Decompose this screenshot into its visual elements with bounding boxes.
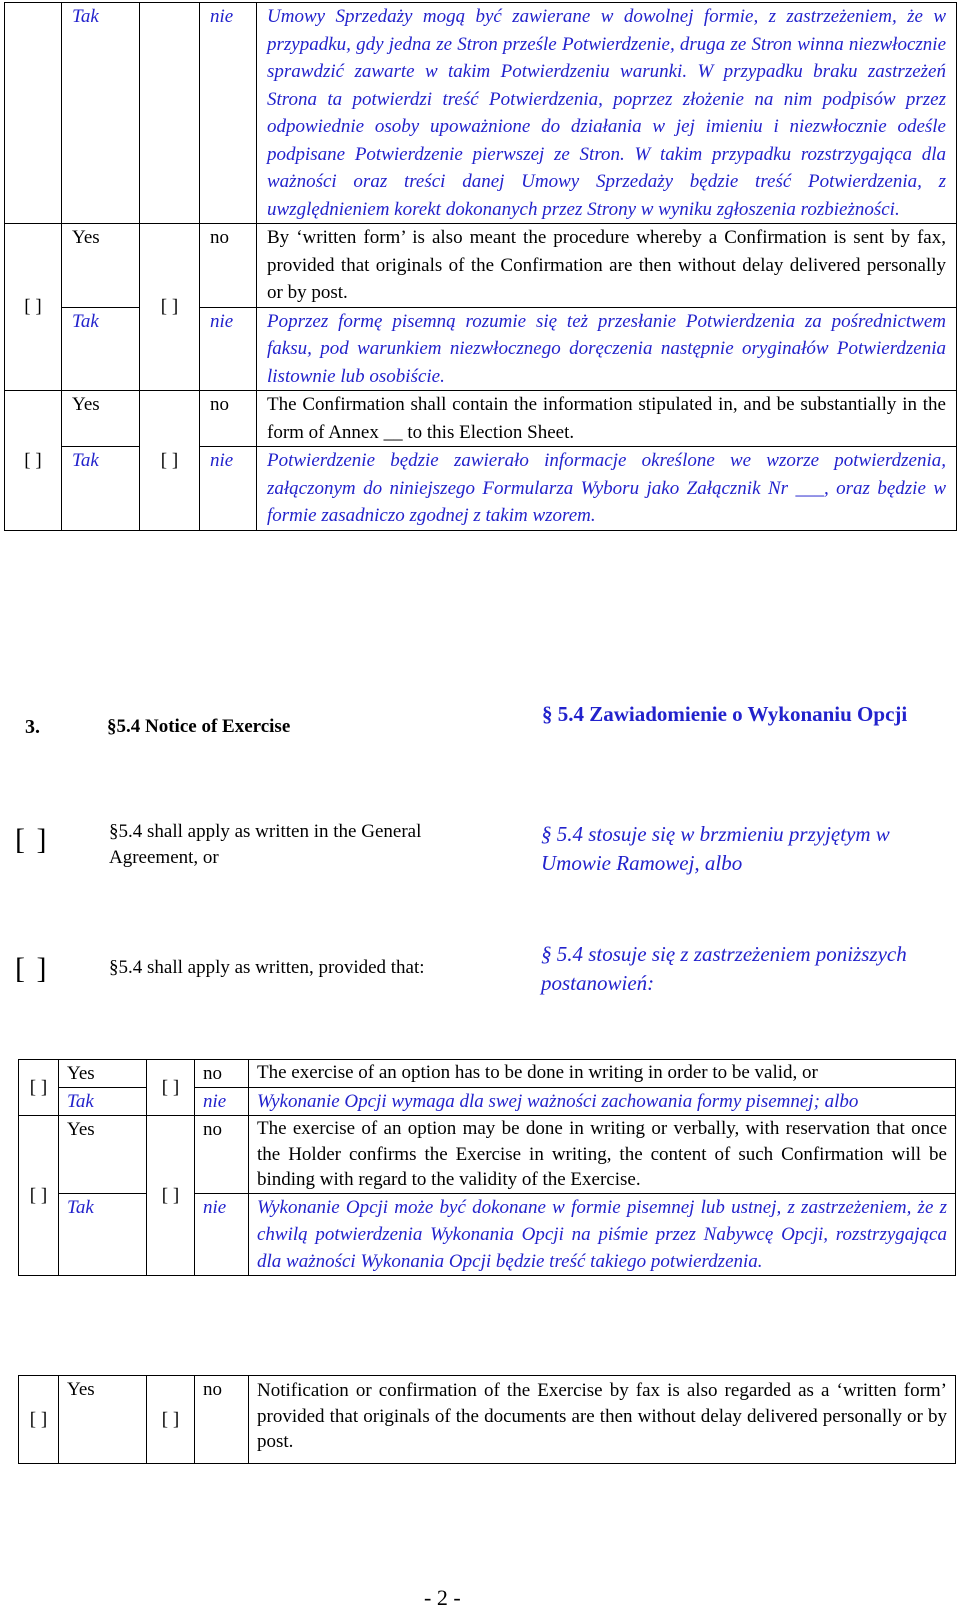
checkbox[interactable]: [ ]: [147, 1060, 195, 1116]
checkbox[interactable]: [ ]: [140, 224, 200, 391]
yes-label: Yes: [62, 224, 140, 308]
no-label: no: [195, 1376, 249, 1464]
section-title-pl: § 5.4 Zawiadomienie o Wykonaniu Opcji: [542, 702, 908, 726]
clause-text-pl: Poprzez formę pisemną rozumie się też przesłanie Potwierdzenia za pośrednictwem faksu, pod warunkiem niezwłocznego doręczenia następnie oryginałów Potwierdzenia listownie lub osobiście.: [257, 307, 957, 391]
section-number: 3.: [25, 716, 40, 738]
yes-label: Yes: [59, 1376, 147, 1464]
option-text-en: §5.4 shall apply as written in the General Agreement, or: [109, 821, 422, 868]
no-label: no: [195, 1060, 249, 1088]
nie-label: nie: [195, 1193, 249, 1275]
tak-label: Tak: [62, 3, 140, 224]
table-row: [19, 1116, 956, 1194]
clause-text-en: The exercise of an option may be done in writing or verbally, with reservation that once the Holder confirms the Exercise in writing, the content of such Confirmation will be binding with regard to the validity of the Exercise.: [249, 1116, 956, 1194]
fax-notification-table: [18, 1375, 956, 1464]
table-row: [5, 224, 957, 308]
no-label: no: [195, 1116, 249, 1194]
clause-text-pl: Potwierdzenie będzie zawierało informacje określone we wzorze potwierdzenia, załączonym do niniejszego Formularza Wyboru jako Załącznik Nr ___, oraz będzie w formie zasadniczo zgodnej z takim wzorem.: [257, 447, 957, 531]
nie-label: nie: [200, 447, 257, 531]
checkbox[interactable]: [ ]: [140, 391, 200, 531]
yes-label: Yes: [59, 1116, 147, 1194]
checkbox[interactable]: [ ]: [19, 1060, 59, 1116]
checkbox[interactable]: [ ]: [19, 1376, 59, 1464]
option-text-en: §5.4 shall apply as written, provided that:: [109, 957, 425, 978]
checkbox-cell: [5, 3, 62, 224]
no-label: no: [200, 391, 257, 447]
clause-text-pl: Wykonanie Opcji może być dokonane w formie pisemnej lub ustnej, z zastrzeżeniem, że z chwilą potwierdzenia Wykonania Opcji na piśmie przez Nabywcę Opcji, rozstrzygająca dla ważności Wykonania Opcji będzie treść takiego potwierdzenia.: [249, 1193, 956, 1275]
option-checkbox[interactable]: [ ]: [15, 823, 49, 856]
tak-label: Tak: [62, 447, 140, 531]
table-row: [19, 1376, 956, 1464]
table-row: [5, 391, 957, 447]
option-checkbox[interactable]: [ ]: [15, 952, 49, 985]
yes-label: Yes: [62, 391, 140, 447]
top-options-table: [4, 2, 957, 531]
clause-text-pl: Umowy Sprzedaży mogą być zawierane w dowolnej formie, z zastrzeżeniem, że w przypadku, gdy jedna ze Stron prześle Potwierdzenie, druga ze Stron winna niezwłocznie sprawdzić zawarte w takim Potwierdzeniu warunki. W przypadku braku zastrzeżeń Strona ta potwierdzi treść Potwierdzenia, poprzez złożenie na nim podpisów przez odpowiednie osoby upoważnione do działania w jej imieniu i niezwłocznie odeśle podpisane Potwierdzenie pierwszej ze Stron. W takim przypadku rozstrzygająca dla ważności oraz treści danej Umowy Sprzedaży będzie treść Potwierdzenia, z uwzględnieniem korekt dokonanych przez Strony w wyniku zgłoszenia rozbieżności.: [257, 3, 957, 224]
clause-text-en: By ‘written form’ is also meant the procedure whereby a Confirmation is sent by fax, provided that originals of the Confirmation are then without delay delivered personally or by post.: [257, 224, 957, 308]
clause-text-en: The Confirmation shall contain the information stipulated in, and be substantially in the form of Annex __ to this Election Sheet.: [257, 391, 957, 447]
tak-label: Tak: [59, 1088, 147, 1116]
section-title-en: §5.4 Notice of Exercise: [107, 716, 291, 737]
table-row: [19, 1060, 956, 1088]
checkbox[interactable]: [ ]: [19, 1116, 59, 1276]
nie-label: nie: [200, 3, 257, 224]
tak-label: Tak: [62, 307, 140, 391]
checkbox[interactable]: [ ]: [147, 1116, 195, 1276]
option-text-pl: § 5.4 stosuje się z zastrzeżeniem poniższych postanowień:: [541, 942, 907, 995]
nie-label: nie: [195, 1088, 249, 1116]
checkbox-cell: [140, 3, 200, 224]
checkbox[interactable]: [ ]: [5, 224, 62, 391]
clause-text-en: Notification or confirmation of the Exercise by fax is also regarded as a ‘written form’ provided that originals of the documents are then without delay delivered personally or by post.: [249, 1376, 956, 1464]
page-number: - 2 -: [424, 1585, 461, 1610]
no-label: no: [200, 224, 257, 308]
nie-label: nie: [200, 307, 257, 391]
tak-label: Tak: [59, 1193, 147, 1275]
checkbox[interactable]: [ ]: [5, 391, 62, 531]
table-row: [5, 3, 957, 224]
clause-text-pl: Wykonanie Opcji wymaga dla swej ważności zachowania formy pisemnej; albo: [249, 1088, 956, 1116]
option-text-pl: § 5.4 stosuje się w brzmieniu przyjętym w Umowie Ramowej, albo: [541, 822, 890, 875]
checkbox[interactable]: [ ]: [147, 1376, 195, 1464]
yes-label: Yes: [59, 1060, 147, 1088]
clause-text-en: The exercise of an option has to be done in writing in order to be valid, or: [249, 1060, 956, 1088]
exercise-options-table: [18, 1059, 956, 1276]
